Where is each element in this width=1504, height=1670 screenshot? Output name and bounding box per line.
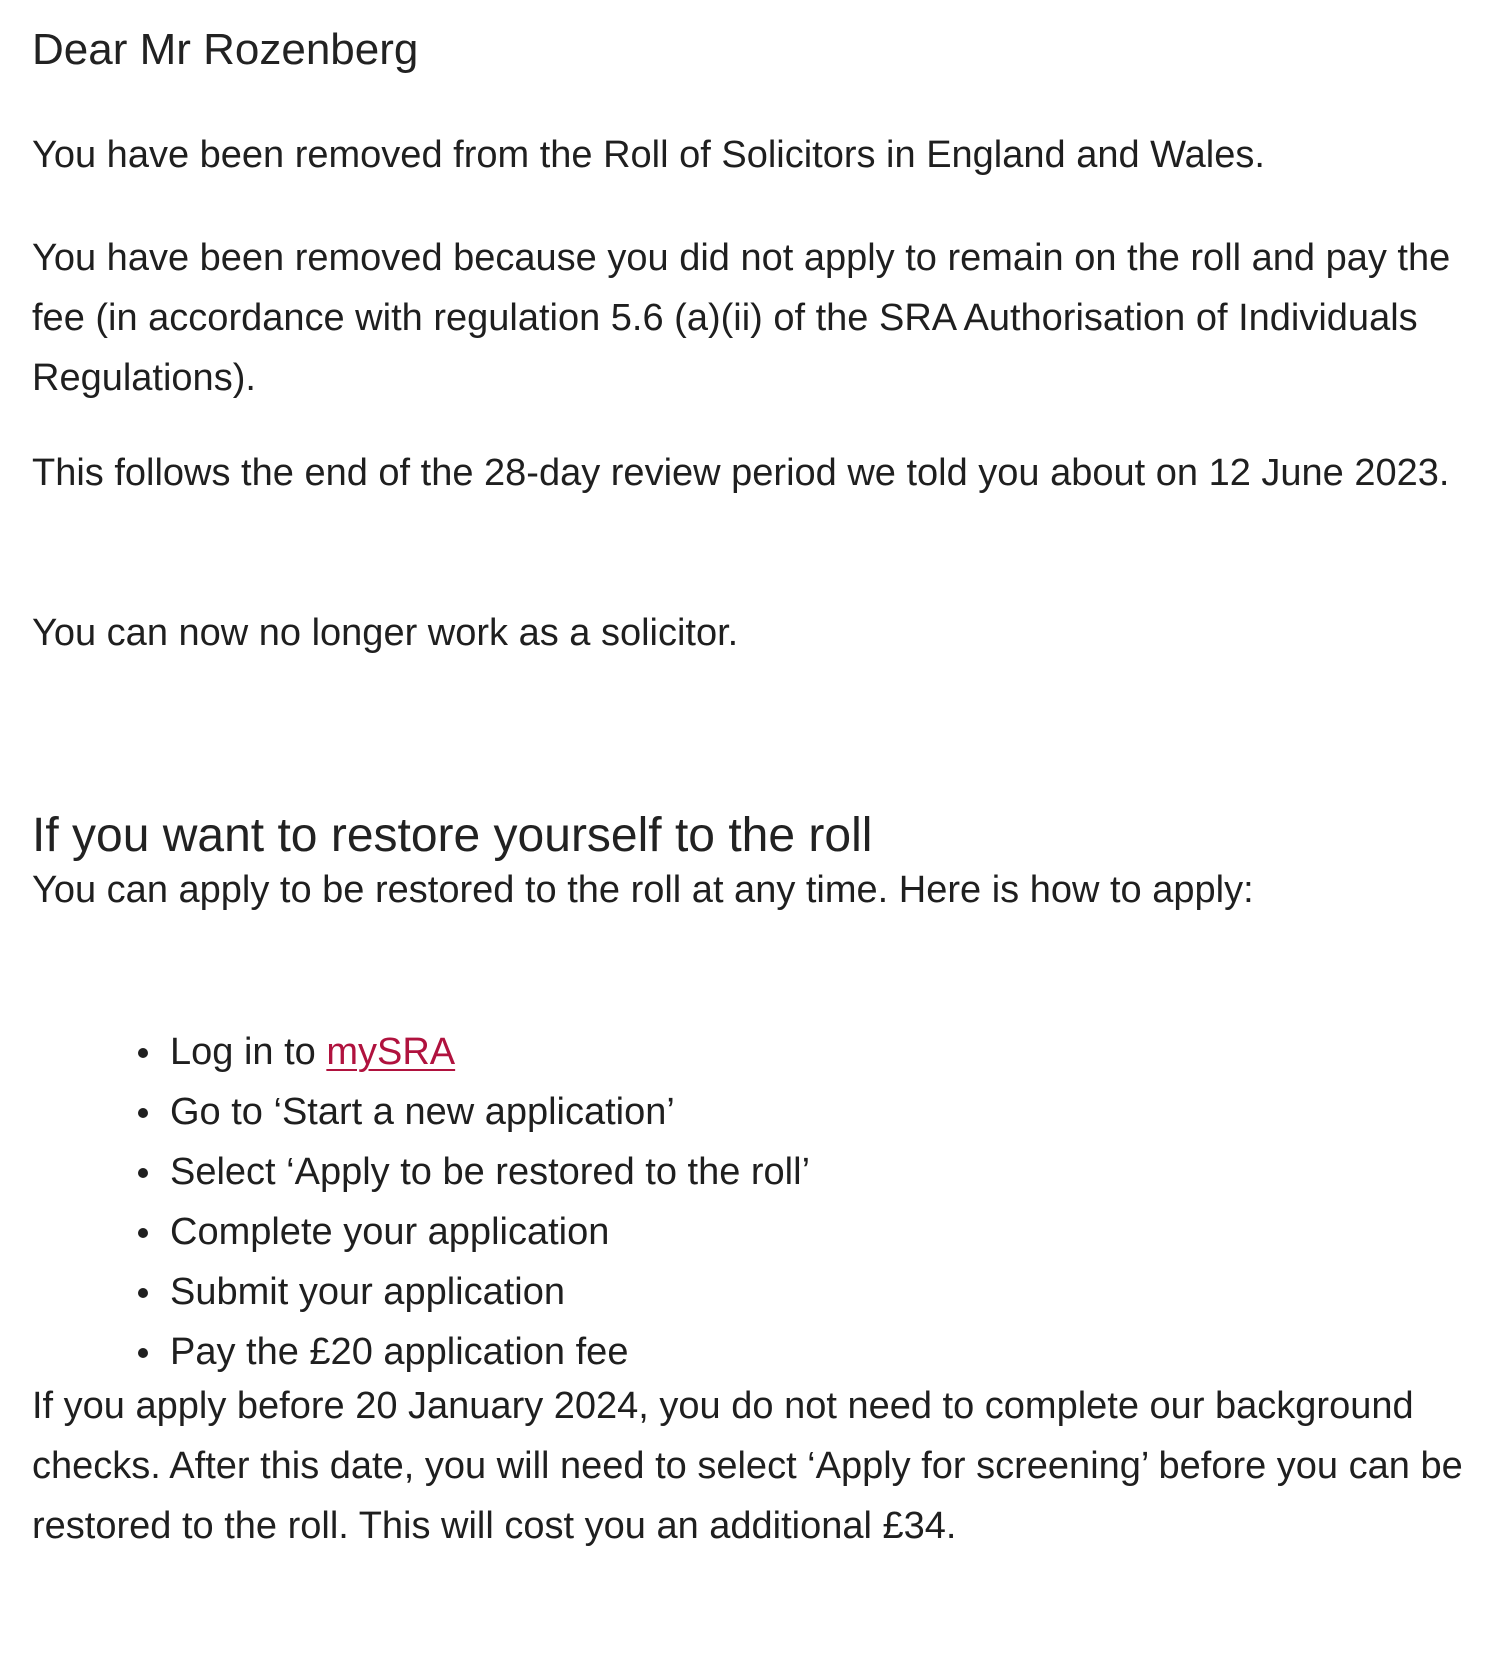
list-item: Select ‘Apply to be restored to the roll’ (170, 1142, 810, 1202)
restore-intro-paragraph: You can apply to be restored to the roll at any time. Here is how to apply: (32, 869, 1254, 911)
list-item: Complete your application (170, 1202, 810, 1262)
list-item: Submit your application (170, 1262, 810, 1322)
list-item: Go to ‘Start a new application’ (170, 1082, 810, 1142)
application-steps-list (170, 1022, 810, 1382)
greeting: Dear Mr Rozenberg (32, 25, 419, 74)
list-item (170, 1022, 810, 1082)
no-longer-paragraph: You can now no longer work as a solicitor. (32, 612, 739, 654)
review-period-paragraph: This follows the end of the 28-day review period we told you about on 12 June 2023. (32, 452, 1450, 494)
removed-paragraph: You have been removed from the Roll of Solicitors in England and Wales. (32, 134, 1265, 176)
mysra-link[interactable]: mySRA (326, 1031, 456, 1073)
restore-heading: If you want to restore yourself to the roll (32, 809, 873, 862)
list-item: Pay the £20 application fee (170, 1322, 810, 1382)
step-prefix: Log in to (170, 1031, 327, 1073)
reason-paragraph: You have been removed because you did not apply to remain on the roll and pay the fee (in accordance with regulation 5.6 (a)(ii) of the SRA Authorisation of Individuals Regulations). (32, 237, 1451, 399)
screening-note-paragraph: If you apply before 20 January 2024, you do not need to complete our background checks. After this date, you will need to select ‘Apply for screening’ before you can be restored to the roll. This will cost you an additional £34. (32, 1385, 1463, 1547)
